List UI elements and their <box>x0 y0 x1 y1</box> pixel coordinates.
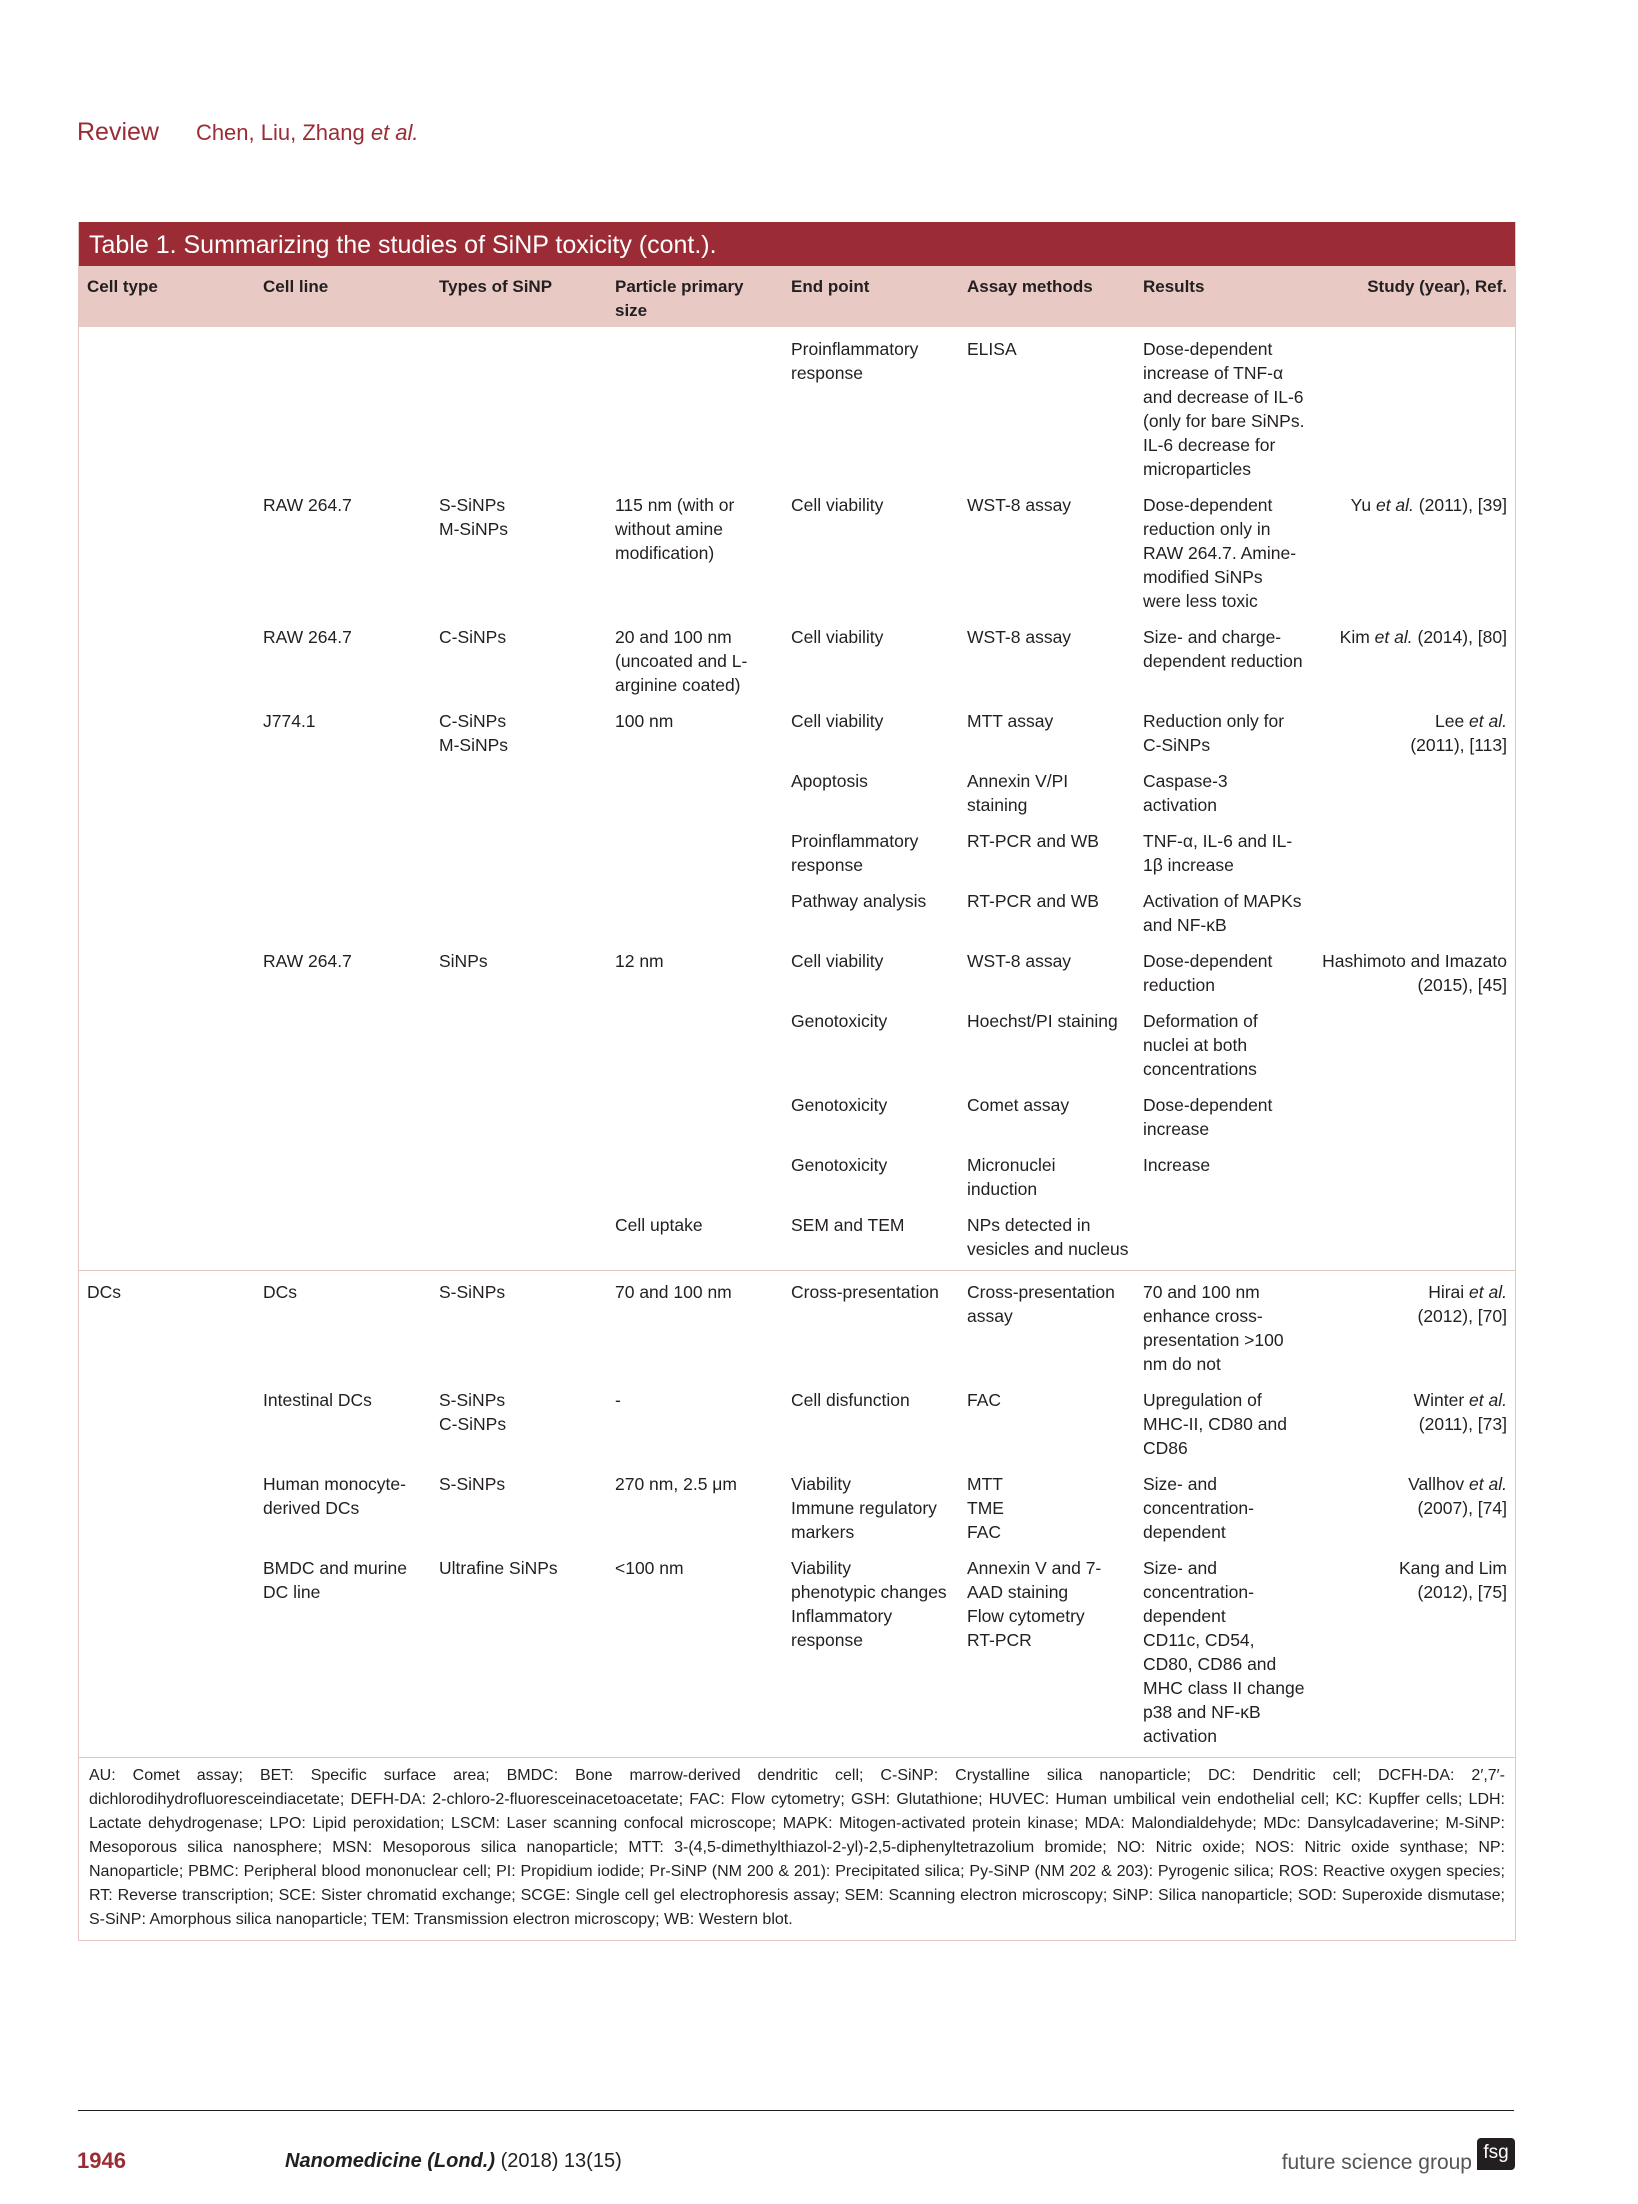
table-cell: 115 nm (with or without amine modification) <box>615 495 735 563</box>
table-cell: Dose-dependent increase of TNF-α and decrease of IL-6 (only for bare SiNPs. IL-6 decrease for microparticles <box>1143 339 1305 479</box>
table-row <box>79 1271 1515 1386</box>
table-row <box>79 1385 1515 1469</box>
table-cell: Kim et al. (2014), [80] <box>1339 627 1507 647</box>
table-cell: Lee et al. (2011), [113] <box>1410 711 1507 755</box>
table-cell: Cross-presentation assay <box>959 1271 1135 1386</box>
table-cell <box>607 886 783 946</box>
table-cell <box>607 327 783 490</box>
table-cell: Deformation of nuclei at both concentrations <box>1143 1011 1258 1079</box>
table-cell <box>79 946 255 1006</box>
table-cell: J774.1 <box>263 711 316 731</box>
section-label: Review <box>77 118 159 146</box>
table-cell: S-SiNPs <box>431 1271 607 1386</box>
table-cell: Micronuclei induction <box>967 1155 1056 1199</box>
column-header: End point <box>783 266 959 327</box>
table-cell: S-SiNPs <box>439 1474 506 1494</box>
table-cell <box>1311 1090 1515 1150</box>
table-cell <box>607 1150 783 1210</box>
publisher-name: future science group <box>1281 2151 1472 2174</box>
table-cell: Cell viability <box>791 711 884 731</box>
table-cell <box>79 886 255 946</box>
table-cell <box>431 1006 607 1090</box>
table-cell: WST-8 assay <box>967 627 1072 647</box>
table-row <box>79 1150 1515 1210</box>
table-cell: Cell viability <box>791 495 884 515</box>
column-header: Assay methods <box>959 266 1135 327</box>
table-1 <box>78 222 1516 1941</box>
table-cell: DCs <box>79 1271 255 1386</box>
table-cell <box>431 886 607 946</box>
table-cell: Hashimoto and Imazato (2015), [45] <box>1322 951 1507 995</box>
column-header: Cell line <box>255 266 431 327</box>
table-cell: Size- and concentration-dependent <box>1143 1474 1254 1542</box>
table-cell <box>1311 327 1515 490</box>
table-cell: TNF-α, IL-6 and IL-1β increase <box>1143 831 1293 875</box>
table-cell <box>79 706 255 766</box>
table-row <box>79 1090 1515 1150</box>
et-al: et al. <box>370 120 419 145</box>
table-cell: Genotoxicity <box>791 1011 888 1031</box>
table-cell: Viability Immune regulatory markers <box>791 1474 937 1542</box>
table-cell: Pathway analysis <box>791 891 927 911</box>
table-row <box>79 1006 1515 1090</box>
table-cell <box>607 1090 783 1150</box>
table-cell: RAW 264.7 <box>263 951 352 971</box>
table-cell: Genotoxicity <box>791 1095 888 1115</box>
table-cell: WST-8 assay <box>967 951 1072 971</box>
table-cell: Reduction only for C-SiNPs <box>1143 711 1285 755</box>
table-cell: Hirai et al. (2012), [70] <box>1311 1271 1515 1386</box>
table-cell <box>431 1210 607 1271</box>
table-cell <box>607 826 783 886</box>
table-cell <box>255 826 431 886</box>
table-row <box>79 1210 1515 1271</box>
table-header-row <box>79 266 1515 327</box>
table-cell: Cell viability <box>791 951 884 971</box>
table-cell: Cell uptake <box>615 1215 703 1235</box>
toxicity-table <box>79 266 1515 1757</box>
table-cell <box>79 1553 255 1757</box>
table-cell <box>79 1090 255 1150</box>
author-names: Chen, Liu, Zhang <box>195 120 365 145</box>
table-cell <box>79 766 255 826</box>
table-cell: Cell disfunction <box>791 1390 910 1410</box>
table-cell <box>255 1090 431 1150</box>
table-cell: 12 nm <box>615 951 664 971</box>
table-cell: RT-PCR and WB <box>967 831 1099 851</box>
table-cell <box>79 1150 255 1210</box>
table-cell: Winter et al. (2011), [73] <box>1413 1390 1507 1434</box>
table-cell <box>79 327 255 490</box>
table-cell: Upregulation of MHC-II, CD80 and CD86 <box>1143 1390 1287 1458</box>
table-cell: Cell viability <box>791 627 884 647</box>
column-header: Study (year), Ref. <box>1311 266 1515 327</box>
table-cell <box>79 826 255 886</box>
table-row <box>79 946 1515 1006</box>
table-row <box>79 706 1515 766</box>
table-cell: ELISA <box>967 339 1017 359</box>
table-row <box>79 1469 1515 1553</box>
table-cell: 270 nm, 2.5 μm <box>615 1474 737 1494</box>
table-cell <box>1311 766 1515 826</box>
table-cell: S-SiNPs C-SiNPs <box>439 1390 507 1434</box>
table-cell <box>255 1006 431 1090</box>
table-cell: Caspase-3 activation <box>1143 771 1228 815</box>
table-cell: Activation of MAPKs and NF-κB <box>1143 891 1302 935</box>
table-cell: - <box>615 1390 621 1410</box>
table-cell: 70 and 100 nm enhance cross-presentation >100 nm do not <box>1135 1271 1311 1386</box>
table-title: Table 1. Summarizing the studies of SiNP toxicity (cont.). <box>79 222 1515 266</box>
table-cell: Increase <box>1143 1155 1211 1175</box>
table-cell: Size- and concentration-dependent CD11c, CD54, CD80, CD86 and MHC class II change p38 and NF-κB activation <box>1143 1558 1305 1746</box>
running-header <box>77 118 419 147</box>
table-cell: Proinflammatory response <box>791 831 919 875</box>
table-cell: S-SiNPs M-SiNPs <box>439 495 509 539</box>
table-cell <box>431 826 607 886</box>
table-cell <box>431 327 607 490</box>
table-cell: MTT assay <box>967 711 1054 731</box>
table-cell: RAW 264.7 <box>263 495 352 515</box>
table-cell <box>431 1150 607 1210</box>
table-cell: Kang and Lim (2012), [75] <box>1399 1558 1507 1602</box>
column-header: Cell type <box>79 266 255 327</box>
table-cell: 20 and 100 nm (uncoated and L-arginine coated) <box>615 627 748 695</box>
table-row <box>79 826 1515 886</box>
table-row <box>79 622 1515 706</box>
table-cell <box>607 766 783 826</box>
table-cell <box>1135 1210 1311 1271</box>
table-cell: Ultrafine SiNPs <box>439 1558 558 1578</box>
table-cell: FAC <box>967 1390 1002 1410</box>
table-cell <box>79 490 255 622</box>
table-cell: Viability phenotypic changes Inflammatory response <box>791 1558 947 1650</box>
table-cell <box>1311 1006 1515 1090</box>
table-cell: Yu et al. (2011), [39] <box>1350 495 1507 515</box>
column-header: Types of SiNP <box>431 266 607 327</box>
table-cell: RAW 264.7 <box>263 627 352 647</box>
table-cell <box>1311 886 1515 946</box>
journal-name: Nanomedicine (Lond.) <box>285 2150 495 2172</box>
table-cell <box>79 1006 255 1090</box>
table-cell <box>607 1006 783 1090</box>
page-number: 1946 <box>77 2148 126 2173</box>
table-cell: <100 nm <box>615 1558 684 1578</box>
table-cell <box>79 1469 255 1553</box>
table-cell: Apoptosis <box>791 771 868 791</box>
table-cell <box>1311 826 1515 886</box>
table-cell: Dose-dependent increase <box>1143 1095 1273 1139</box>
table-row <box>79 766 1515 826</box>
table-cell: 70 and 100 nm <box>607 1271 783 1386</box>
table-cell: Hoechst/PI staining <box>967 1011 1118 1031</box>
table-cell <box>431 766 607 826</box>
table-cell: Proinflammatory response <box>791 339 919 383</box>
table-body <box>79 327 1515 1757</box>
table-cell <box>255 886 431 946</box>
table-cell <box>79 622 255 706</box>
table-row <box>79 327 1515 490</box>
table-row <box>79 886 1515 946</box>
table-footnote: AU: Comet assay; BET: Specific surface area; BMDC: Bone marrow-derived dendritic cell; C-SiNP: Crystalline silica nanoparticle; DC: Dendritic cell; DCFH-DA: 2′,7′-dichlorodihydrofluoresceindiacetate; DEFH-DA: 2-chloro-2-fluoresceinacetoacetate; FAC: Flow cytometry; GSH: Glutathione; HUVEC: Human umbilical vein endothelial cell; KC: Kupffer cells; LDH: Lactate dehydrogenase; LPO: Lipid peroxidation; LSCM: Laser scanning confocal microscope; MAPK: Mitogen-activated protein kinase; MDA: Malondialdehyde; MDc: Dansylcadaverine; M-SiNP: Mesoporous silica nanosphere; MSN: Mesoporous silica nanoparticle; MTT: 3-(4,5-dimethylthiazol-2-yl)-2,5-diphenyltetrazolium bromide; NO: Nitric oxide; NOS: Nitric oxide synthase; NP: Nanoparticle; PBMC: Peripheral blood mononuclear cell; PI: Propidium iodide; Pr-SiNP (NM 200 & 201): Precipitated silica; Py-SiNP (NM 202 & 203): Pyrogenic silica; ROS: Reactive oxygen species; RT: Reverse transcription; SCE: Sister chromatid exchange; SCGE: Single cell gel electrophoresis assay; SEM: Scanning electron microscopy; SiNP: Silica nanoparticle; SOD: Superoxide dismutase; S-SiNP: Amorphous silica nanoparticle; TEM: Transmission electron microscopy; WB: Western blot. <box>79 1757 1515 1940</box>
table-cell <box>255 766 431 826</box>
table-cell: 100 nm <box>615 711 674 731</box>
table-cell: Intestinal DCs <box>263 1390 372 1410</box>
table-cell: Comet assay <box>967 1095 1070 1115</box>
table-cell <box>1311 1210 1515 1271</box>
table-cell <box>431 1090 607 1150</box>
table-cell <box>1311 1150 1515 1210</box>
table-cell: SEM and TEM <box>791 1215 905 1235</box>
table-cell: Dose-dependent reduction <box>1143 951 1273 995</box>
table-cell <box>255 1150 431 1210</box>
table-cell: Vallhov et al. (2007), [74] <box>1408 1474 1507 1518</box>
table-cell: SiNPs <box>439 951 488 971</box>
table-cell: Size- and charge-dependent reduction <box>1143 627 1303 671</box>
column-header: Results <box>1135 266 1311 327</box>
table-cell: Annexin V and 7-AAD staining Flow cytometry RT-PCR <box>967 1558 1102 1650</box>
table-cell <box>79 1385 255 1469</box>
table-cell: Cross-presentation <box>783 1271 959 1386</box>
table-row <box>79 490 1515 622</box>
table-cell: WST-8 assay <box>967 495 1072 515</box>
table-cell <box>255 1210 431 1271</box>
authors <box>196 120 419 145</box>
table-cell: DCs <box>255 1271 431 1386</box>
table-cell: BMDC and murine DC line <box>263 1558 407 1602</box>
table-cell: C-SiNPs <box>439 627 507 647</box>
fsg-logo: fsg <box>1477 2138 1515 2170</box>
table-cell: MTT TME FAC <box>967 1474 1004 1542</box>
journal-issue: (2018) 13(15) <box>500 2150 622 2172</box>
table-cell: Genotoxicity <box>791 1155 888 1175</box>
table-cell: Annexin V/PI staining <box>967 771 1069 815</box>
table-cell: RT-PCR and WB <box>967 891 1099 911</box>
table-cell: Dose-dependent reduction only in RAW 264.7. Amine-modified SiNPs were less toxic <box>1143 495 1297 611</box>
table-cell: NPs detected in vesicles and nucleus <box>967 1215 1129 1259</box>
footer-rule <box>78 2110 1514 2111</box>
column-header: Particle primary size <box>607 266 783 327</box>
table-cell: C-SiNPs M-SiNPs <box>439 711 509 755</box>
table-cell <box>255 327 431 490</box>
table-cell: Human monocyte-derived DCs <box>263 1474 406 1518</box>
table-row <box>79 1553 1515 1757</box>
table-cell <box>79 1210 255 1271</box>
journal-citation <box>285 2150 622 2173</box>
